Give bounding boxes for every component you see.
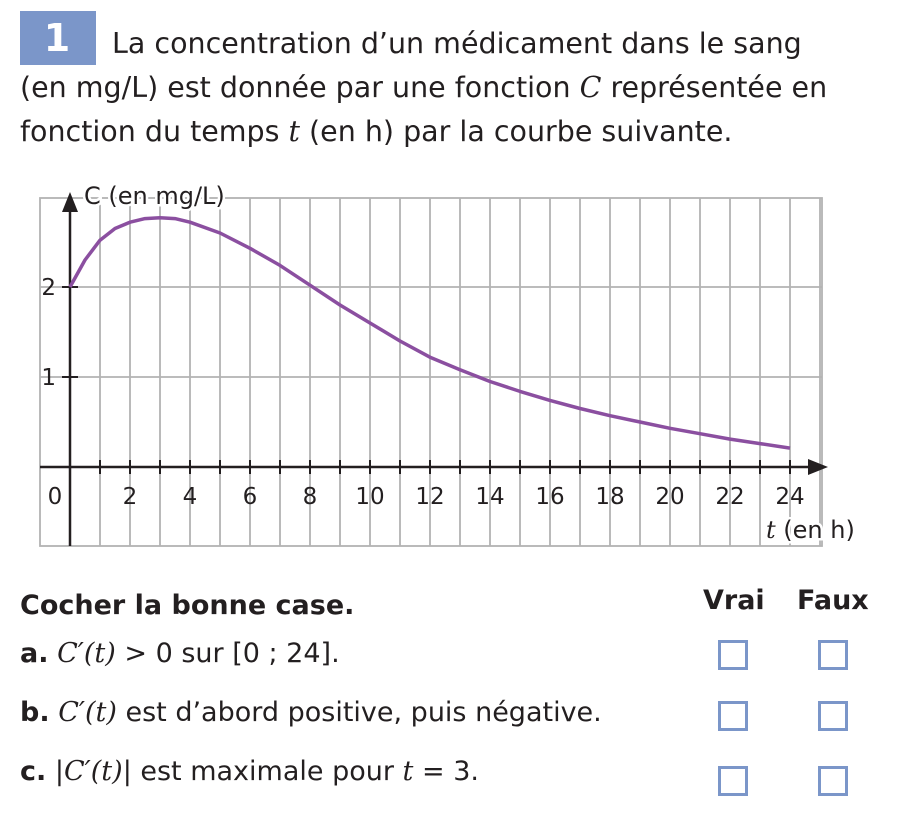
statement-line-1: La concentration d’un médicament dans le sang bbox=[112, 27, 802, 60]
concentration-chart bbox=[0, 180, 907, 560]
statement-line-3-end: (en h) par la courbe suivante. bbox=[300, 115, 733, 148]
x-tick-label: 24 bbox=[775, 484, 805, 510]
statement-line-2 bbox=[20, 66, 890, 110]
exercise-statement bbox=[20, 22, 890, 154]
x-tick-label: 4 bbox=[182, 484, 198, 510]
variable-t: t bbox=[288, 115, 300, 148]
statement-line-3-text: fonction du temps bbox=[20, 115, 289, 148]
checkbox-b-false[interactable] bbox=[818, 701, 848, 731]
x-tick-label: 16 bbox=[535, 484, 565, 510]
question-a-function: C′(t) bbox=[57, 638, 116, 669]
x-tick-label: 6 bbox=[242, 484, 258, 510]
question-b-letter: b. bbox=[20, 697, 50, 728]
checkbox-c-true[interactable] bbox=[718, 766, 748, 796]
x-tick-label: 14 bbox=[475, 484, 505, 510]
variable-c: C bbox=[579, 71, 602, 104]
x-axis-label-text: t (en h) bbox=[766, 516, 855, 544]
checkbox-c-false[interactable] bbox=[818, 766, 848, 796]
column-header-false: Faux bbox=[797, 585, 869, 616]
question-c bbox=[20, 756, 479, 787]
question-b bbox=[20, 697, 602, 728]
question-c-pre: | bbox=[54, 756, 64, 787]
x-axis-arrow bbox=[808, 459, 828, 475]
chart-ticks bbox=[41, 275, 804, 510]
checkbox-a-false[interactable] bbox=[818, 640, 848, 670]
x-tick-label: 8 bbox=[302, 484, 318, 510]
question-c-letter: c. bbox=[20, 756, 47, 787]
y-axis-label: C (en mg/L) bbox=[84, 182, 225, 210]
x-tick-label: 0 bbox=[47, 484, 63, 510]
question-c-text: | est maximale pour bbox=[122, 756, 403, 787]
x-tick-label: 10 bbox=[355, 484, 385, 510]
statement-line-2-text: (en mg/L) est donnée par une fonction bbox=[20, 71, 580, 104]
checkbox-a-true[interactable] bbox=[718, 640, 748, 670]
x-tick-label: 18 bbox=[595, 484, 625, 510]
y-tick-label: 2 bbox=[41, 275, 56, 301]
question-a-text: > 0 sur [0 ; 24]. bbox=[115, 638, 340, 669]
x-tick-label: 22 bbox=[715, 484, 745, 510]
questions-heading: Cocher la bonne case. bbox=[20, 590, 355, 621]
y-tick-label: 1 bbox=[41, 365, 56, 391]
exercise-number: 1 bbox=[43, 16, 71, 60]
x-axis-label bbox=[766, 516, 855, 544]
y-axis-arrow bbox=[62, 192, 78, 212]
statement-line-2-end: représentée en bbox=[601, 71, 828, 104]
question-c-variable: t bbox=[402, 756, 414, 787]
question-c-text-end: = 3. bbox=[413, 756, 479, 787]
x-tick-label: 2 bbox=[122, 484, 138, 510]
question-b-function: C′(t) bbox=[58, 697, 117, 728]
x-tick-label: 12 bbox=[415, 484, 445, 510]
question-a bbox=[20, 638, 340, 669]
column-header-true: Vrai bbox=[703, 585, 765, 616]
checkbox-b-true[interactable] bbox=[718, 701, 748, 731]
question-a-letter: a. bbox=[20, 638, 49, 669]
statement-line-3 bbox=[20, 110, 890, 154]
question-c-function: C′(t) bbox=[63, 756, 123, 787]
x-tick-label: 20 bbox=[655, 484, 685, 510]
question-b-text: est d’abord positive, puis négative. bbox=[116, 697, 602, 728]
